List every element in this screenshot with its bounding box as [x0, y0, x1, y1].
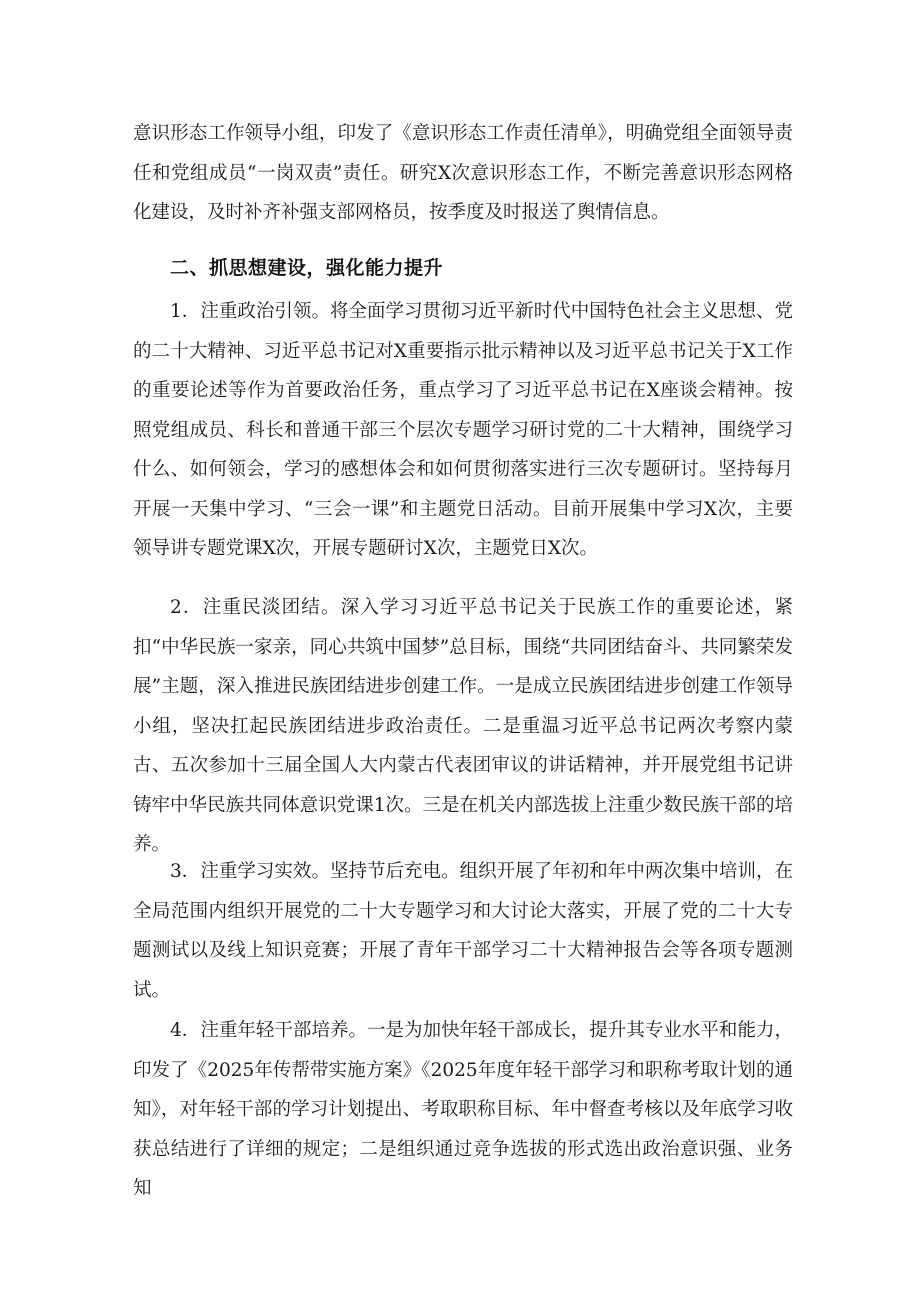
paragraph-1: 1．注重政治引领。将全面学习贯彻习近平新时代中国特色社会主义思想、党的二十大精神、习近平总书记对X重要指示批示精神以及习近平总书记关于X工作的重要论述等作为首要政治任务，重点学习了习近平总书记在X座谈会精神。按照党组成员、科长和普通干部三个层次专题学习研讨党的二十大精神，围绕学习什么、如何领会，学习的感想体会和如何贯彻落实进行三次专题研讨。坚持每月开展一天集中学习、“三会一课”和主题党日活动。目前开展集中学习X次，主要领导讲专题党课X次，开展专题研讨X次，主题党日X次。	[133, 301, 793, 559]
paragraph-continuation	[133, 114, 793, 233]
paragraph-block-1	[133, 292, 793, 569]
paragraph-block-4	[133, 1011, 793, 1209]
paragraph-block-2	[133, 588, 793, 865]
paragraph-2: 2．注重民淡团结。深入学习习近平总书记关于民族工作的重要论述，紧扣“中华民族一家亲，同心共筑中国梦”总目标，围绕“共同团结奋斗、共同繁荣发展”主题，深入推进民族团结进步创建工作。一是成立民族团结进步创建工作领导小组，坚决扛起民族团结进步政治责任。二是重温习近平总书记两次考察内蒙古、五次参加十三届全国人大内蒙古代表团审议的讲话精神，并开展党组书记讲铸牢中华民族共同体意识党课1次。三是在机关内部选拔上注重少数民族干部的培养。	[133, 597, 793, 855]
paragraph-4: 4．注重年轻干部培养。一是为加快年轻干部成长，提升其专业水平和能力，印发了《2025年传帮带实施方案》《2025年度年轻干部学习和职称考取计划的通知》，对年轻干部的学习计划提出、考取职称目标、年中督查考核以及年底学习收获总结进行了详细的规定；二是组织通过竞争选拔的形式选出政治意识强、业务知	[133, 1020, 793, 1199]
paragraph-3: 3．注重学习实效。坚持节后充电。组织开展了年初和年中两次集中培训，在全局范围内组织开展党的二十大专题学习和大讨论大落实，开展了党的二十大专题测试以及线上知识竞赛；开展了青年干部学习二十大精神报告会等各项专题测试。	[133, 861, 793, 1001]
section-heading: 二、抓思想建设，强化能力提升	[170, 257, 444, 279]
paragraph-block-3	[133, 852, 793, 1010]
paragraph-0: 意识形态工作领导小组，印发了《意识形态工作责任清单》，明确党组全面领导责任和党组成员“一岗双责”责任。研究X次意识形态工作，不断完善意识形态网格化建设，及时补齐补强支部网格员，按季度及时报送了舆情信息。	[133, 123, 793, 223]
